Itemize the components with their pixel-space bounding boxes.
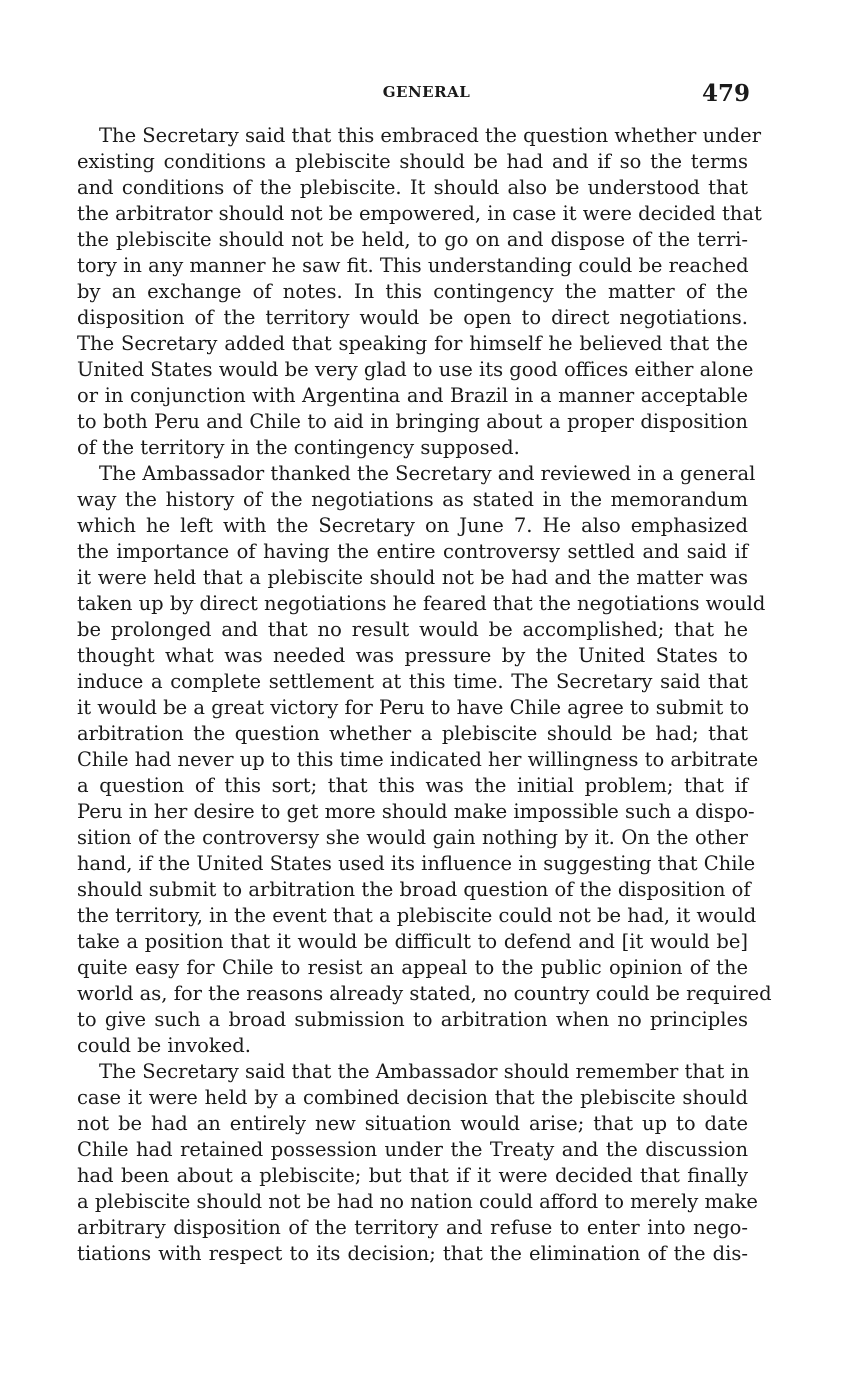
text-line: by an exchange of notes. In this contingency the matter of the — [77, 280, 748, 303]
text-line: arbitration the question whether a plebiscite should be had; that — [77, 722, 748, 745]
text-line: The Secretary added that speaking for himself he believed that the — [77, 332, 748, 355]
text-line: case it were held by a combined decision that the plebiscite should — [77, 1086, 748, 1109]
text-line: The Secretary said that the Ambassador should remember that in — [99, 1060, 750, 1083]
text-line: sition of the controversy she would gain nothing by it. On the other — [77, 826, 748, 849]
text-line: the plebiscite should not be held, to go on and dispose of the terri- — [77, 228, 748, 251]
paragraph — [77, 1059, 758, 1267]
text-line: induce a complete settlement at this time. The Secretary said that — [77, 670, 748, 693]
text-line: world as, for the reasons already stated, no country could be required — [77, 982, 772, 1005]
text-line: it would be a great victory for Peru to have Chile agree to submit to — [77, 696, 750, 719]
text-line: be prolonged and that no result would be accomplished; that he — [77, 618, 748, 641]
text-line: quite easy for Chile to resist an appeal to the public opinion of the — [77, 956, 748, 979]
text-line: tiations with respect to its decision; that the elimination of the dis- — [77, 1242, 748, 1265]
text-line: the arbitrator should not be empowered, in case it were decided that — [77, 202, 762, 225]
text-line: which he left with the Secretary on June 7. He also emphasized — [77, 514, 748, 537]
paragraph — [77, 461, 772, 1059]
text-line: not be had an entirely new situation would arise; that up to date — [77, 1112, 748, 1135]
text-line: to both Peru and Chile to aid in bringing about a proper disposition — [77, 410, 748, 433]
text-line: should submit to arbitration the broad question of the disposition of — [77, 878, 751, 901]
text-line: arbitrary disposition of the territory and refuse to enter into nego- — [77, 1216, 748, 1239]
text-line: The Secretary said that this embraced the question whether under — [99, 124, 762, 147]
text-line: Chile had retained possession under the Treaty and the discussion — [77, 1138, 748, 1161]
text-line: thought what was needed was pressure by the United States to — [77, 644, 748, 667]
text-line: of the territory in the contingency supposed. — [77, 436, 520, 459]
text-line: to give such a broad submission to arbitration when no principles — [77, 1008, 748, 1031]
text-line: or in conjunction with Argentina and Brazil in a manner acceptable — [77, 384, 748, 407]
running-head — [0, 80, 853, 110]
text-line: Chile had never up to this time indicated her willingness to arbitrate — [77, 748, 759, 771]
text-line: Peru in her desire to get more should make impossible such a dispo- — [77, 800, 755, 823]
text-line: a question of this sort; that this was the initial problem; that if — [77, 774, 748, 797]
text-line: the importance of having the entire controversy settled and said if — [77, 540, 748, 563]
text-line: disposition of the territory would be open to direct negotiations. — [77, 306, 748, 329]
text-line: way the history of the negotiations as stated in the memorandum — [77, 488, 748, 511]
text-line: The Ambassador thanked the Secretary and reviewed in a general — [99, 462, 756, 485]
text-line: hand, if the United States used its influence in suggesting that Chile — [77, 852, 756, 875]
text-line: the territory, in the event that a plebiscite could not be had, it would — [77, 904, 757, 927]
text-line: a plebiscite should not be had no nation could afford to merely make — [77, 1190, 758, 1213]
text-line: United States would be very glad to use its good offices either alone — [77, 358, 754, 381]
text-line: take a position that it would be difficult to defend and [it would be] — [77, 930, 748, 953]
paragraph — [77, 123, 762, 461]
text-line: existing conditions a plebiscite should be had and if so the terms — [77, 150, 748, 173]
text-line: taken up by direct negotiations he feared that the negotiations would — [77, 592, 766, 615]
text-line: and conditions of the plebiscite. It should also be understood that — [77, 176, 748, 199]
text-line: it were held that a plebiscite should not be had and the matter was — [77, 566, 748, 589]
text-line: had been about a plebiscite; but that if it were decided that finally — [77, 1164, 748, 1187]
section-title: GENERAL — [382, 83, 471, 101]
text-line: could be invoked. — [77, 1034, 251, 1057]
text-line: tory in any manner he saw fit. This understanding could be reached — [77, 254, 749, 277]
body-text — [77, 123, 772, 1267]
page-number: 479 — [701, 80, 750, 107]
